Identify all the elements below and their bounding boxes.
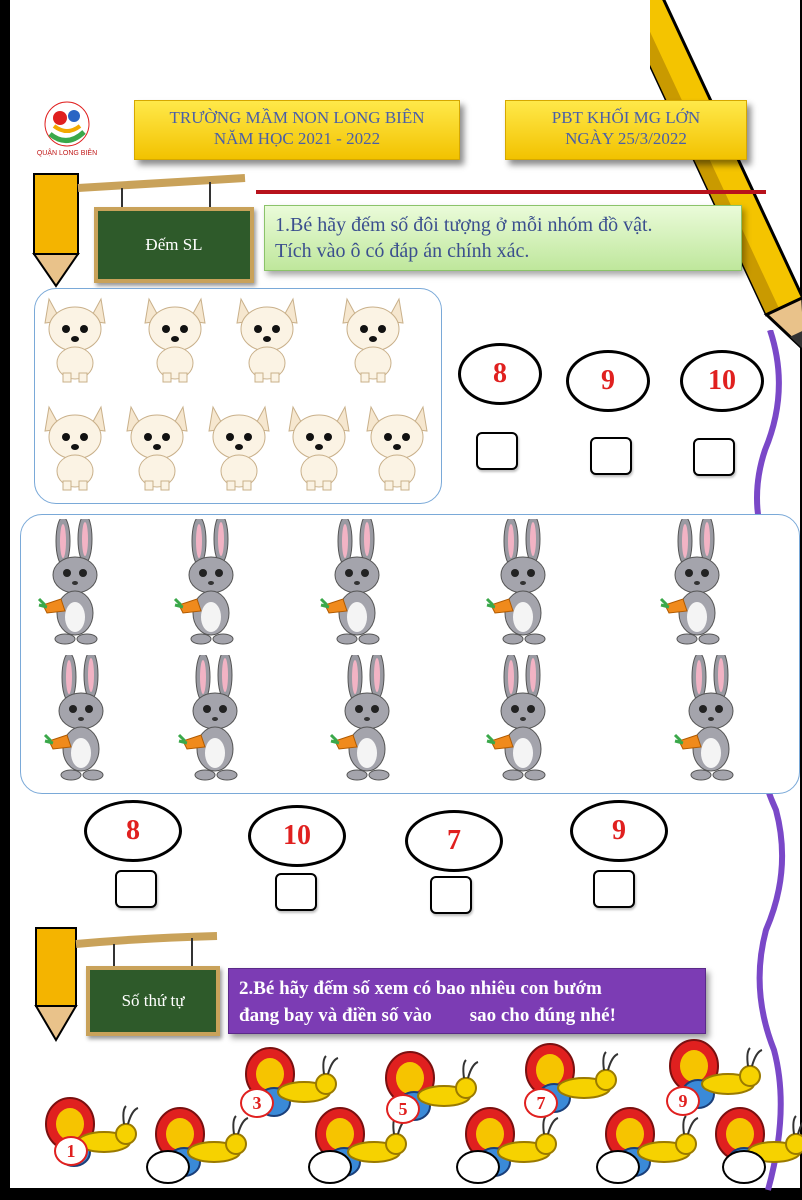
option-g2-9: 9 [570, 800, 668, 862]
rabbit-icon [327, 655, 407, 790]
rabbit-icon [175, 655, 255, 790]
puppy-icon [121, 399, 193, 496]
checkbox-g2-8[interactable] [115, 870, 157, 908]
puppy-group [34, 288, 442, 504]
option-g1-8: 8 [458, 343, 542, 405]
puppy-icon [203, 399, 275, 496]
option-g2-10: 10 [248, 805, 346, 867]
school-year: NĂM HỌC 2021 - 2022 [213, 129, 381, 148]
sheet-class: PBT KHỐI MG LỚN [551, 108, 701, 127]
board-count: Đếm SL [94, 207, 254, 283]
butterfly-number-label: 5 [386, 1094, 420, 1124]
rabbit-icon [171, 519, 251, 654]
school-header-box [134, 100, 460, 160]
rabbit-icon [483, 655, 563, 790]
sheet-header-box [505, 100, 747, 160]
butterfly-answer-blank[interactable] [308, 1150, 352, 1184]
puppy-icon [39, 399, 111, 496]
butterfly-number-label: 1 [54, 1136, 88, 1166]
rabbit-icon [35, 519, 115, 654]
butterfly-answer-blank[interactable] [596, 1150, 640, 1184]
checkbox-g1-9[interactable] [590, 437, 632, 475]
rabbit-group [20, 514, 800, 794]
butterfly-answer-blank[interactable] [722, 1150, 766, 1184]
puppy-icon [337, 291, 409, 388]
instruction-1-line1: 1.Bé hãy đếm số đôi tượng ở mỗi nhóm đồ vật. [275, 214, 653, 236]
instruction-2 [228, 968, 706, 1034]
butterfly-answer-blank[interactable] [456, 1150, 500, 1184]
instruction-1 [264, 205, 742, 271]
divider-line [256, 190, 766, 194]
butterfly-answer-blank[interactable] [146, 1150, 190, 1184]
rabbit-icon [671, 655, 751, 790]
rabbit-icon [657, 519, 737, 654]
puppy-icon [361, 399, 433, 496]
checkbox-g2-9[interactable] [593, 870, 635, 908]
butterfly-number-label: 9 [666, 1086, 700, 1116]
checkbox-g1-10[interactable] [693, 438, 735, 476]
instruction-1-line2: Tích vào ô có đáp án chính xác. [275, 240, 530, 262]
checkbox-g1-8[interactable] [476, 432, 518, 470]
rabbit-icon [41, 655, 121, 790]
option-g2-7: 7 [405, 810, 503, 872]
puppy-icon [139, 291, 211, 388]
rabbit-icon [483, 519, 563, 654]
butterfly-icon [40, 1094, 140, 1179]
school-name: TRƯỜNG MẦM NON LONG BIÊN [169, 108, 425, 127]
checkbox-g2-7[interactable] [430, 876, 472, 914]
puppy-icon [39, 291, 111, 388]
rabbit-icon [317, 519, 397, 654]
butterfly-number-label: 7 [524, 1088, 558, 1118]
board-ordinal: Số thứ tự [86, 966, 220, 1036]
option-g1-9: 9 [566, 350, 650, 412]
option-g1-10: 10 [680, 350, 764, 412]
logo-bottom-text: QUẬN LONG BIÊN [36, 150, 98, 157]
option-g2-8: 8 [84, 800, 182, 862]
puppy-icon [283, 399, 355, 496]
instruction-2-line1: 2.Bé hãy đếm số xem có bao nhiêu con bướm [239, 978, 602, 999]
puppy-icon [231, 291, 303, 388]
butterfly-number-label: 3 [240, 1088, 274, 1118]
sheet-date: NGÀY 25/3/2022 [565, 129, 687, 148]
instruction-2-line2: đang bay và điền số vào sao cho đúng nhé! [239, 1005, 616, 1026]
checkbox-g2-10[interactable] [275, 873, 317, 911]
